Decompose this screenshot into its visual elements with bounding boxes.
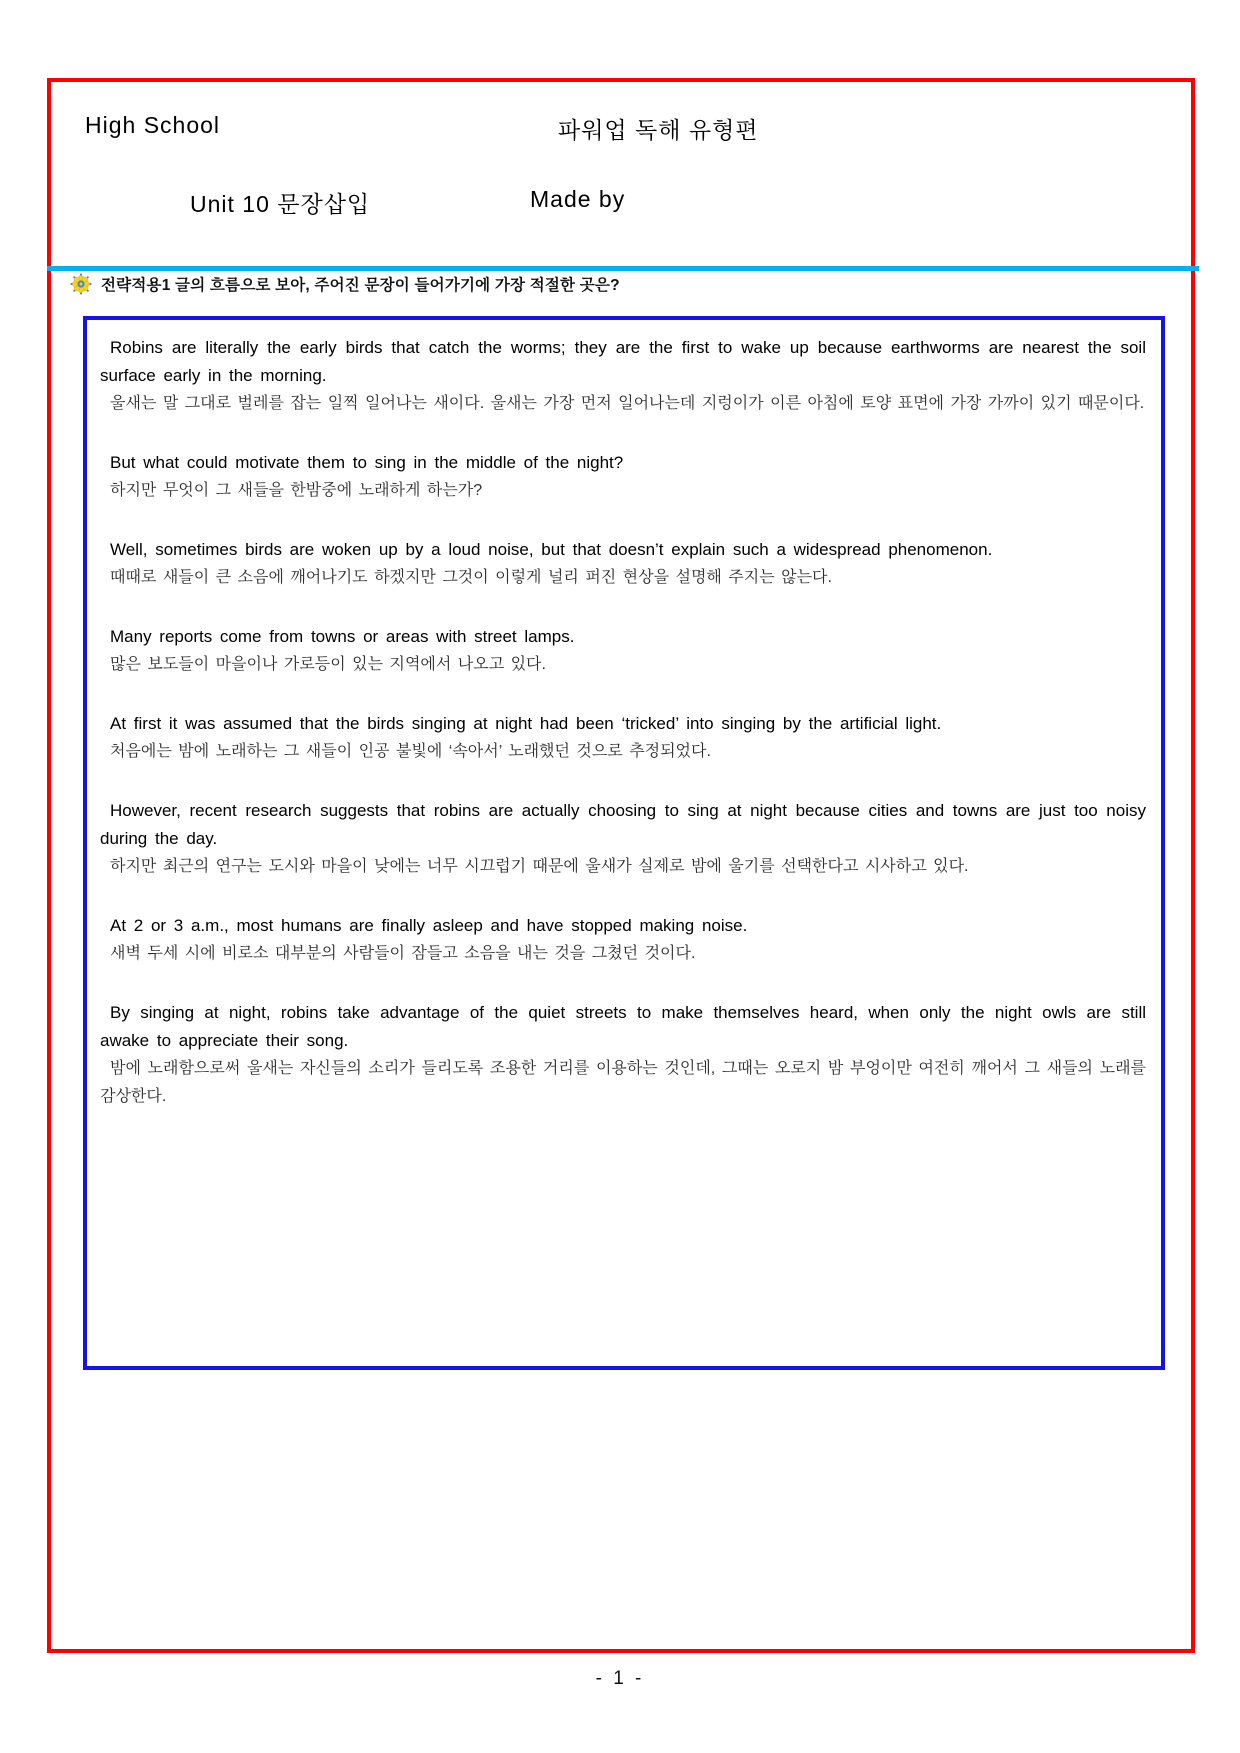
english-sentence: Many reports come from towns or areas with street lamps. <box>110 627 575 646</box>
korean-translation: 때때로 새들이 큰 소음에 깨어나기도 하겠지만 그것이 이렇게 널리 퍼진 현상을 설명해 주지는 않는다. <box>110 569 832 586</box>
passage-box <box>83 316 1165 1370</box>
school-label: High School <box>85 112 221 138</box>
english-sentence: At 2 or 3 a.m., most humans are finally asleep and have stopped making noise. <box>110 916 748 935</box>
header-divider-rule <box>47 266 1199 271</box>
english-sentence: However, recent research suggests that robins are actually choosing to sing at night because cities and towns are just too noisy during the day. <box>100 801 1146 848</box>
sentence-block <box>100 623 1146 679</box>
korean-translation: 처음에는 밤에 노래하는 그 새들이 인공 불빛에 ‘속아서’ 노래했던 것으로 추정되었다. <box>110 743 711 760</box>
english-sentence: Robins are literally the early birds that catch the worms; they are the first to wake up because earthworms are nearest the soil surface early in the morning. <box>100 338 1146 385</box>
question-row <box>70 273 620 295</box>
korean-translation: 밤에 노래함으로써 울새는 자신들의 소리가 들리도록 조용한 거리를 이용하는 것인데, 그때는 오로지 밤 부엉이만 여전히 깨어서 그 새들의 노래를 감상한다. <box>100 1060 1146 1105</box>
english-sentence: At first it was assumed that the birds singing at night had been ‘tricked’ into singing by the artificial light. <box>110 714 942 733</box>
korean-translation: 하지만 최근의 연구는 도시와 마을이 낮에는 너무 시끄럽기 때문에 울새가 실제로 밤에 울기를 선택한다고 시사하고 있다. <box>110 858 969 875</box>
english-sentence: But what could motivate them to sing in the middle of the night? <box>110 453 624 472</box>
flower-icon <box>70 273 92 295</box>
korean-translation: 하지만 무엇이 그 새들을 한밤중에 노래하게 하는가? <box>110 482 483 499</box>
korean-translation: 울새는 말 그대로 벌레를 잡는 일찍 일어나는 새이다. 울새는 가장 먼저 일어나는데 지렁이가 이른 아침에 토양 표면에 가장 가까이 있기 때문이다. <box>110 395 1145 412</box>
sentence-block <box>100 797 1146 881</box>
sentence-block <box>100 449 1146 505</box>
question-text: 전략적용1 글의 흐름으로 보아, 주어진 문장이 들어가기에 가장 적절한 곳은? <box>101 277 620 294</box>
sentence-block <box>100 710 1146 766</box>
sentence-block <box>100 999 1146 1111</box>
sentence-block <box>100 536 1146 592</box>
book-title: 파워업 독해 유형편 <box>558 117 759 143</box>
korean-translation: 새벽 두세 시에 비로소 대부분의 사람들이 잠들고 소음을 내는 것을 그쳤던 것이다. <box>110 945 696 962</box>
made-by-label: Made by <box>530 186 626 212</box>
korean-translation: 많은 보도들이 마을이나 가로등이 있는 지역에서 나오고 있다. <box>110 656 546 673</box>
sentence-block <box>100 912 1146 968</box>
english-sentence: Well, sometimes birds are woken up by a loud noise, but that doesn’t explain such a widespread phenomenon. <box>110 540 993 559</box>
page-number: - 1 - <box>595 1668 645 1689</box>
sentence-block <box>100 334 1146 418</box>
unit-title: Unit 10 문장삽입 <box>190 191 371 217</box>
english-sentence: By singing at night, robins take advantage of the quiet streets to make themselves heard, when only the night owls are still awake to appreciate their song. <box>100 1003 1146 1050</box>
